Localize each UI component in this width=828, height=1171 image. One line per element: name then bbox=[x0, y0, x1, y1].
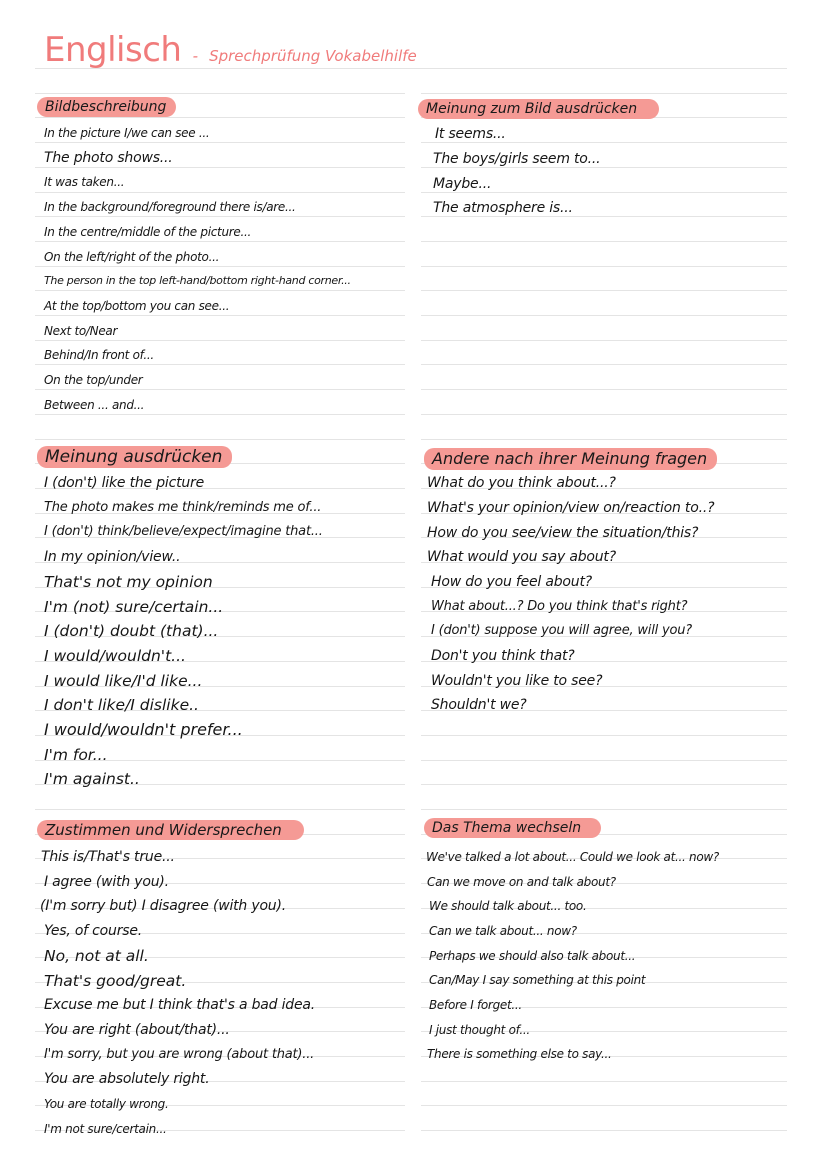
list-item: I'm (not) sure/certain... bbox=[44, 598, 224, 616]
list-item: Behind/In front of... bbox=[44, 348, 154, 362]
list-item: It seems... bbox=[435, 126, 506, 142]
section-heading: Das Thema wechseln bbox=[424, 818, 601, 838]
section-heading: Meinung ausdrücken bbox=[37, 446, 232, 468]
list-item: I'm sorry, but you are wrong (about that)... bbox=[44, 1047, 315, 1062]
list-item: Maybe... bbox=[433, 176, 492, 192]
list-item: What's your opinion/view on/reaction to..? bbox=[427, 500, 715, 516]
list-item: The photo shows... bbox=[44, 150, 173, 166]
list-item: Don't you think that? bbox=[431, 648, 575, 664]
list-item: Excuse me but I think that's a bad idea. bbox=[44, 997, 315, 1013]
list-item: Can we move on and talk about? bbox=[427, 875, 616, 889]
list-item: On the left/right of the photo... bbox=[44, 250, 220, 264]
left-column bbox=[35, 0, 407, 1171]
list-item: The person in the top left-hand/bottom right-hand corner... bbox=[44, 274, 351, 287]
list-item: I'm not sure/certain... bbox=[44, 1122, 167, 1136]
list-item: Next to/Near bbox=[44, 324, 118, 338]
title-main: Englisch bbox=[44, 30, 182, 70]
list-item: Perhaps we should also talk about... bbox=[429, 949, 636, 963]
section-heading: Bildbeschreibung bbox=[37, 97, 176, 117]
list-item: Can/May I say something at this point bbox=[429, 973, 646, 987]
list-item: I (don't) like the picture bbox=[44, 475, 204, 491]
list-item: On the top/under bbox=[44, 373, 143, 387]
list-item: No, not at all. bbox=[44, 947, 149, 965]
list-item: What do you think about...? bbox=[427, 475, 616, 491]
list-item: How do you see/view the situation/this? bbox=[427, 525, 699, 541]
list-item: In the background/foreground there is/are... bbox=[44, 200, 296, 214]
list-item: I would/wouldn't prefer... bbox=[44, 720, 243, 739]
list-item: I don't like/I dislike.. bbox=[44, 696, 199, 714]
right-column bbox=[421, 0, 789, 1171]
list-item: I (don't) suppose you will agree, will you? bbox=[431, 623, 692, 638]
list-item: You are right (about/that)... bbox=[44, 1022, 230, 1038]
list-item: This is/That's true... bbox=[41, 849, 175, 865]
list-item: The boys/girls seem to... bbox=[433, 151, 601, 167]
list-item: It was taken... bbox=[44, 175, 125, 189]
list-item: How do you feel about? bbox=[431, 574, 592, 590]
list-item: The atmosphere is... bbox=[433, 200, 573, 216]
list-item: I would like/I'd like... bbox=[44, 672, 203, 690]
list-item: In my opinion/view.. bbox=[44, 549, 181, 565]
list-item: That's not my opinion bbox=[44, 573, 213, 591]
section-heading: Andere nach ihrer Meinung fragen bbox=[424, 448, 717, 470]
list-item: I agree (with you). bbox=[44, 874, 169, 890]
list-item: There is something else to say... bbox=[427, 1047, 612, 1061]
list-item: In the centre/middle of the picture... bbox=[44, 225, 252, 239]
list-item: You are totally wrong. bbox=[44, 1097, 169, 1111]
section-heading: Zustimmen und Widersprechen bbox=[37, 820, 304, 840]
title-subtitle: Sprechprüfung Vokabelhilfe bbox=[209, 47, 417, 65]
list-item: I'm for... bbox=[44, 746, 108, 764]
list-item: I just thought of... bbox=[429, 1023, 530, 1037]
list-item: Before I forget... bbox=[429, 998, 522, 1012]
list-item: At the top/bottom you can see... bbox=[44, 299, 230, 313]
list-item: You are absolutely right. bbox=[44, 1071, 210, 1087]
list-item: We should talk about... too. bbox=[429, 899, 587, 913]
list-item: That's good/great. bbox=[44, 972, 187, 990]
list-item: We've talked a lot about... Could we look at... now? bbox=[426, 850, 719, 864]
list-item: Wouldn't you like to see? bbox=[431, 673, 603, 689]
list-item: I'm against.. bbox=[44, 770, 140, 788]
title-separator: - bbox=[192, 47, 198, 65]
list-item: Can we talk about... now? bbox=[429, 924, 577, 938]
list-item: What about...? Do you think that's right? bbox=[431, 599, 688, 614]
list-item: What would you say about? bbox=[427, 549, 616, 565]
section-heading: Meinung zum Bild ausdrücken bbox=[418, 99, 659, 119]
list-item: Yes, of course. bbox=[44, 923, 143, 939]
list-item: (I'm sorry but) I disagree (with you). bbox=[40, 898, 286, 914]
list-item: In the picture I/we can see ... bbox=[44, 126, 210, 140]
list-item: The photo makes me think/reminds me of... bbox=[44, 500, 322, 515]
list-item: I (don't) think/believe/expect/imagine that... bbox=[44, 524, 323, 539]
list-item: I (don't) doubt (that)... bbox=[44, 622, 219, 640]
list-item: Shouldn't we? bbox=[431, 697, 527, 713]
list-item: I would/wouldn't... bbox=[44, 647, 186, 665]
list-item: Between ... and... bbox=[44, 398, 145, 412]
